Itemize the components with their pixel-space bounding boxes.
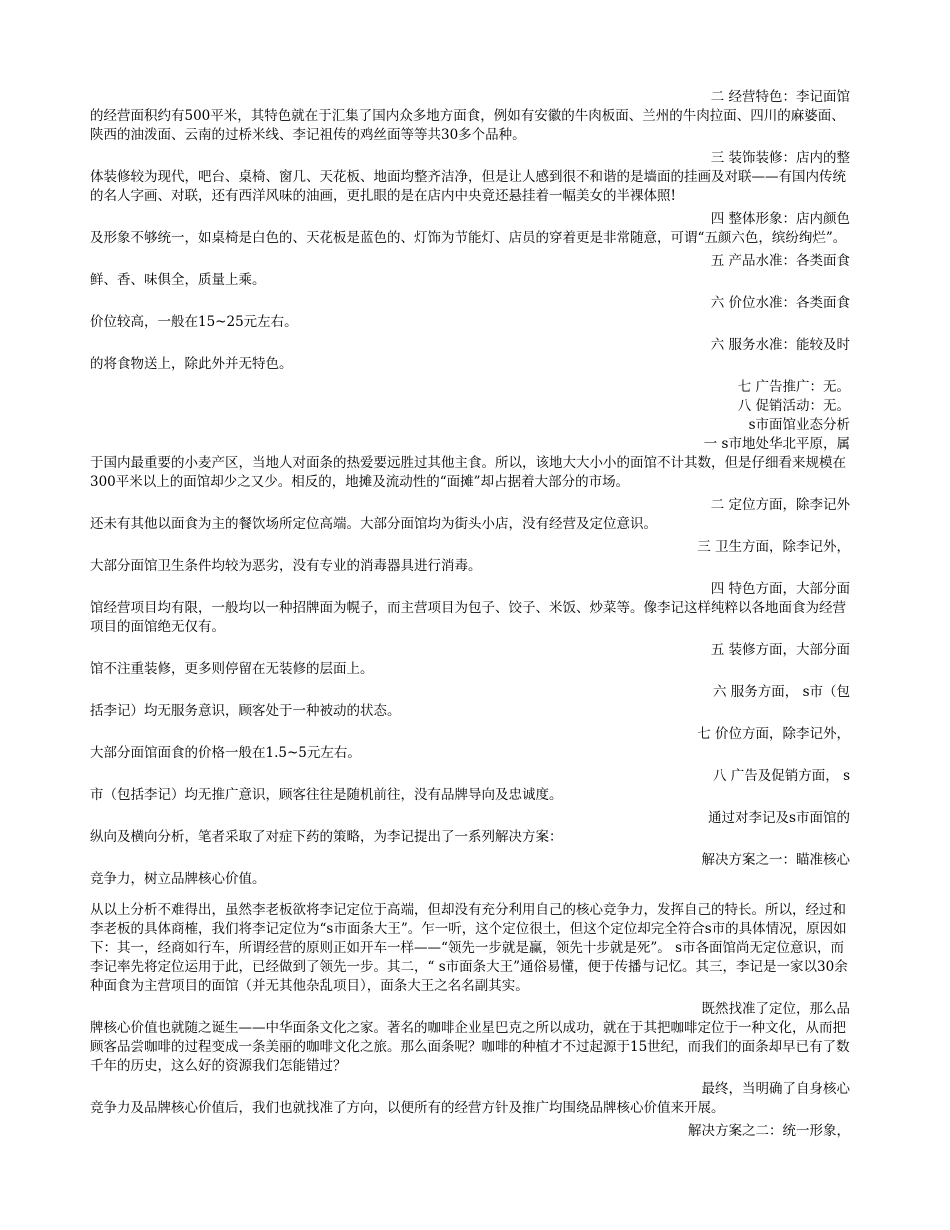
section-heading: 六 服务水准：能较及时 — [710, 337, 850, 353]
section-block — [90, 809, 850, 847]
section-heading: 既然找准了定位，那么品 — [701, 1001, 850, 1017]
section-heading: 二 经营特色：李记面馆 — [710, 89, 850, 105]
section-block — [90, 435, 850, 492]
section-block — [90, 88, 850, 145]
section-block — [90, 397, 850, 416]
section-heading: 通过对李记及s市面馆的 — [708, 810, 850, 826]
section-text: 的经营面积约有500平米，其特色就在于汇集了国内众多地方面食，例如有安徽的牛肉板面、兰州的牛肉拉面、四川的麻婆面、陕西的油泼面、云南的过桥米线、李记祖传的鸡丝面等等共30多个品种。 — [90, 108, 845, 143]
section-text: 及形象不够统一，如桌椅是白色的、天花板是蓝色的、灯饰为节能灯、店员的穿着更是非常随意，可谓“五颜六色，缤纷绚烂”。 — [90, 230, 847, 246]
section-text: 鲜、香、味俱全，质量上乘。 — [90, 272, 266, 288]
section-text: 括李记）均无服务意识，顾客处于一种被动的状态。 — [90, 703, 401, 719]
section-block — [90, 580, 850, 637]
section-text: 竞争力及品牌核心价值后，我们也就找准了方向，以便所有的经营方针及推广均围绕品牌核心价值来开展。 — [90, 1100, 725, 1116]
section-heading: 一 s市地处华北平原，属 — [703, 436, 850, 452]
section-block — [90, 1000, 850, 1076]
section-heading: s市面馆业态分析 — [748, 417, 850, 433]
section-block — [90, 210, 850, 248]
section-heading: 五 装修方面，大部分面 — [710, 642, 850, 658]
section-heading: 解决方案之一：瞄准核心 — [701, 852, 850, 868]
section-block — [90, 725, 850, 763]
section-heading: 最终，当明确了自身核心 — [701, 1081, 850, 1097]
section-block — [90, 683, 850, 721]
section-text: 市（包括李记）均无推广意识，顾客往往是随机前往，没有品牌导向及忠诚度。 — [90, 787, 563, 803]
section-heading: 解决方案之二：统一形象， — [688, 1123, 850, 1139]
spacer — [90, 893, 850, 901]
section-text: 牌核心价值也就随之诞生——中华面条文化之家。著名的咖啡企业星巴克之所以成功，就在于其把咖啡定位于一种文化，从而把顾客品尝咖啡的过程变成一条美丽的咖啡文化之旅。那么面条呢？咖啡的种植才不过起源于15世纪，而我们的面条却早已有了数千年的历史，这么好的资源我们怎能错过？ — [90, 1020, 850, 1074]
section-text: 竞争力，树立品牌核心价值。 — [90, 871, 266, 887]
section-heading: 七 价位方面，除李记外， — [697, 726, 850, 742]
section-block — [90, 149, 850, 206]
document-body — [90, 88, 850, 1141]
section-block — [90, 767, 850, 805]
section-heading: 六 服务方面， s市（包 — [712, 684, 850, 700]
section-block — [90, 496, 850, 534]
section-text: 大部分面馆面食的价格一般在1.5~5元左右。 — [90, 745, 361, 761]
analysis-sections — [90, 88, 850, 889]
section-block — [90, 538, 850, 576]
section-text: 大部分面馆卫生条件均较为恶劣，没有专业的消毒器具进行消毒。 — [90, 558, 482, 574]
section-block — [90, 1122, 850, 1141]
section-block — [90, 1080, 850, 1118]
section-text: 还未有其他以面食为主的餐饮场所定位高端。大部分面馆均为街头小店，没有经营及定位意识。 — [90, 516, 657, 532]
section-heading: 五 产品水准：各类面食 — [710, 253, 850, 269]
section-block — [90, 378, 850, 397]
brand-value-sections — [90, 1000, 850, 1141]
section-block — [90, 641, 850, 679]
section-heading: 七 广告推广：无。 — [737, 379, 850, 395]
section-block — [90, 252, 850, 290]
section-text: 的将食物送上，除此外并无特色。 — [90, 356, 293, 372]
section-heading: 四 特色方面，大部分面 — [710, 581, 850, 597]
section-block — [90, 294, 850, 332]
section-text: 纵向及横向分析，笔者采取了对症下药的策略，为李记提出了一系列解决方案： — [90, 829, 563, 845]
section-text: 于国内最重要的小麦产区，当地人对面条的热爱要远胜过其他主食。所以，该地大大小小的面馆不计其数，但是仔细看来规模在300平米以上的面馆却少之又少。相反的，地摊及流动性的“面摊”却占据着大部分的市场。 — [90, 455, 846, 490]
positioning-paragraph: 从以上分析不难得出，虽然李老板欲将李记定位于高端，但却没有充分利用自己的核心竞争力，发挥自己的特长。所以，经过和李老板的具体商榷，我们将李记定位为“s市面条大王”。乍一听，这个定位很土，但这个定位却完全符合s市的具体情况，原因如下：其一，经商如行车，所谓经营的原则正如开车一样——“领先一步就是赢，领先十步就是死”。 s市各面馆尚无定位意识，而李记率先将定位运用于此，已经做到了领先一步。其二，“ s市面条大王”通俗易懂，便于传播与记忆。其三，李记是一家以30余种面食为主营项目的面馆（并无其他杂乱项目），面条大王之名名副其实。 — [90, 902, 848, 994]
section-block — [90, 416, 850, 435]
section-heading: 三 卫生方面，除李记外， — [697, 539, 850, 555]
section-heading: 三 装饰装修：店内的整 — [710, 150, 850, 166]
section-text: 价位较高，一般在15~25元左右。 — [90, 314, 298, 330]
section-block — [90, 336, 850, 374]
section-heading: 六 价位水准：各类面食 — [710, 295, 850, 311]
section-heading: 二 定位方面，除李记外 — [710, 497, 850, 513]
section-block — [90, 851, 850, 889]
section-heading: 八 广告及促销方面， s — [712, 768, 850, 784]
section-text: 体装修较为现代，吧台、桌椅、窗几、天花板、地面均整齐洁净，但是让人感到很不和谐的是墙面的挂画及对联——有国内传统的名人字画、对联，还有西洋风味的油画，更扎眼的是在店内中央竟还悬挂着一幅美女的半裸体照! — [90, 169, 846, 204]
section-heading: 八 促销活动：无。 — [737, 398, 850, 414]
section-heading: 四 整体形象：店内颜色 — [710, 211, 850, 227]
section-text: 馆经营项目均有限，一般均以一种招牌面为幌子，而主营项目为包子、饺子、米饭、炒菜等。像李记这样纯粹以各地面食为经营项目的面馆绝无仅有。 — [90, 600, 846, 635]
section-text: 馆不注重装修，更多则停留在无装修的层面上。 — [90, 661, 374, 677]
